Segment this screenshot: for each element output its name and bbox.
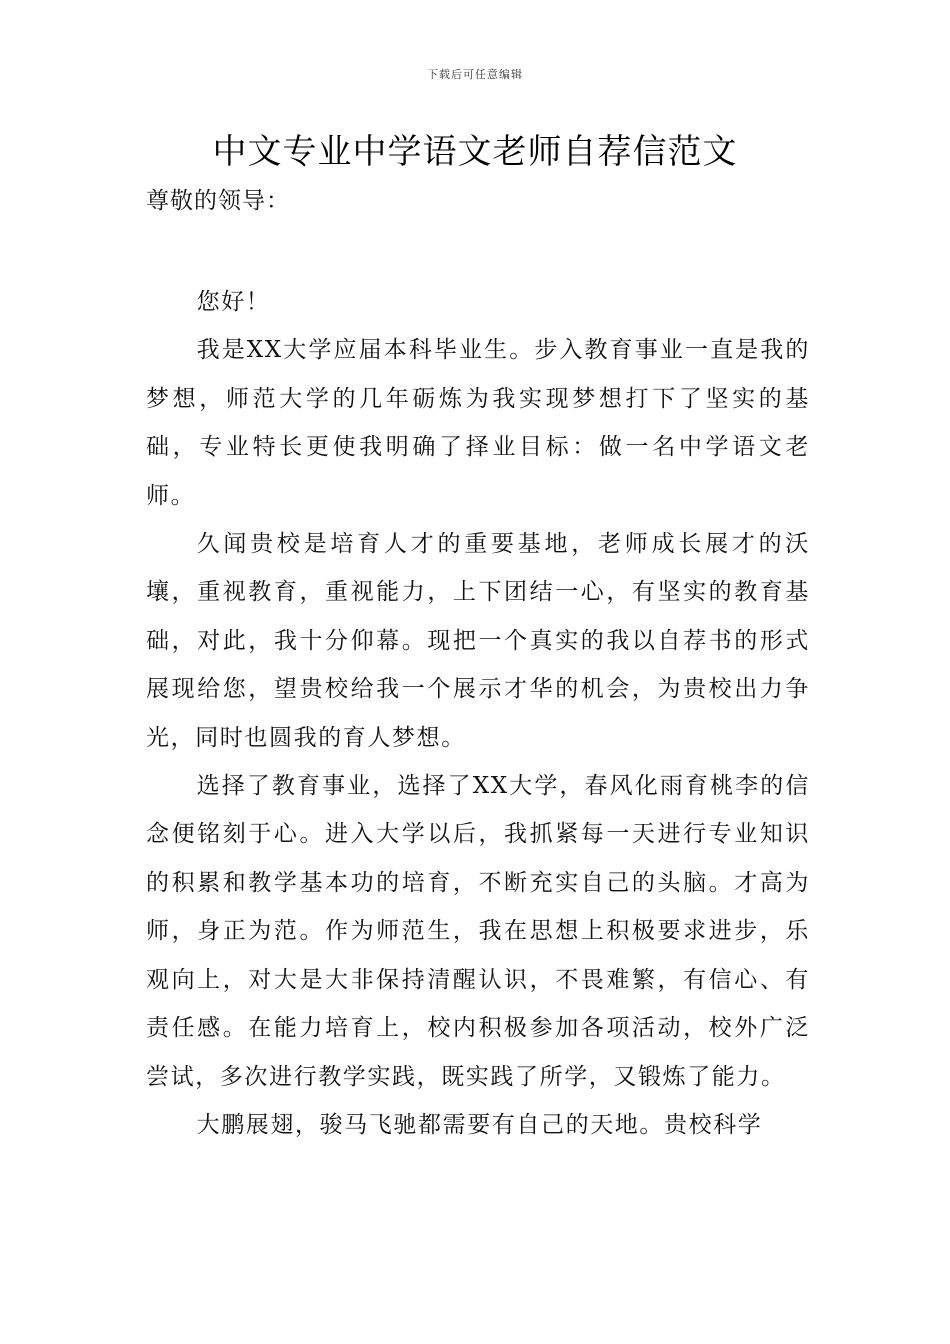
body-paragraph: 久闻贵校是培育人才的重要基地，老师成长展才的沃壤，重视教育，重视能力，上下团结一心，有坚实的教育基础，对此，我十分仰幕。现把一个真实的我以自荐书的形式展现给您，望贵校给我一个展示才华的机会，为贵校出力争光，同时也圆我的育人梦想。 [146,531,810,751]
header-note: 下载后可任意编辑 [427,68,523,81]
document-title: 中文专业中学语文老师自荐信范文 [212,132,738,172]
letter-body [146,278,810,1149]
body-paragraph: 我是XX大学应届本科毕业生。步入教育事业一直是我的梦想，师范大学的几年砺炼为我实现梦想打下了坚实的基础，专业特长更使我明确了择业目标：做一名中学语文老师。 [146,337,810,509]
greeting-paragraph: 您好！ [196,289,271,315]
body-paragraph: 大鹏展翅，骏马飞驰都需要有自己的天地。贵校科学 [196,1111,763,1138]
salutation: 尊敬的领导： [146,188,290,214]
body-paragraph: 选择了教育事业，选择了XX大学，春风化雨育桃李的信念便铭刻于心。进入大学以后，我抓紧每一天进行专业知识的积累和教学基本功的培育，不断充实自己的头脑。才高为师，身正为范。作为师范生，我在思想上积极要求进步，乐观向上，对大是大非保持清醒认识，不畏难繁，有信心、有责任感。在能力培育上，校内积极参加各项活动，校外广泛尝试，多次进行教学实践，既实践了所学，又锻炼了能力。 [146,773,810,1090]
